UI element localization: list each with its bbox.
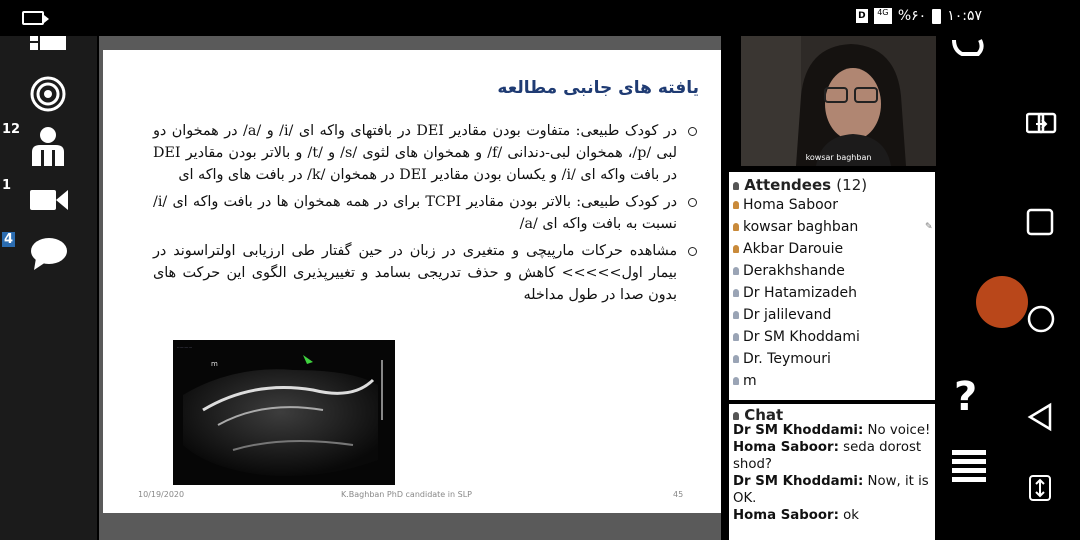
host-icon — [733, 201, 739, 209]
network-type: 4G — [877, 8, 889, 17]
attendee-name: Dr SM Khoddami — [743, 329, 860, 345]
slide-date: 10/19/2020 — [138, 490, 185, 499]
attendee-item[interactable] — [733, 282, 935, 304]
speaker-video[interactable] — [741, 36, 936, 166]
android-nav-bar — [1002, 36, 1080, 540]
svg-text:?: ? — [954, 374, 978, 418]
chat-messages — [733, 423, 931, 524]
menu-icon[interactable] — [952, 448, 986, 484]
attendee-item[interactable] — [733, 370, 935, 392]
attendee-item[interactable] — [733, 348, 935, 370]
chat-bubble-icon — [30, 236, 68, 272]
video-count-badge: 1 — [2, 178, 12, 193]
broadcast-button[interactable] — [0, 72, 97, 122]
chat-message — [733, 507, 931, 524]
broadcast-icon — [30, 76, 66, 112]
attendee-name: Derakhshande — [743, 263, 845, 279]
participant-icon — [733, 311, 739, 319]
attendee-item[interactable] — [733, 260, 935, 282]
back-icon[interactable] — [1026, 402, 1054, 432]
svg-text:............: ............ — [177, 344, 193, 349]
participant-icon — [733, 267, 739, 275]
chat-panel — [729, 404, 935, 540]
sim-icon: D — [856, 9, 868, 23]
camera-icon — [30, 186, 68, 214]
chat-text: Now, it is OK. — [733, 474, 929, 506]
presenter-icon — [733, 223, 739, 231]
attendees-panel — [729, 172, 935, 400]
mic-icon: ✎ — [925, 222, 933, 232]
attendee-name: Dr. Teymouri — [743, 351, 831, 367]
scroll-toggle-icon[interactable] — [1028, 474, 1052, 502]
attendees-count: (12) — [836, 176, 868, 194]
record-indicator — [976, 276, 1028, 328]
attendee-name: m — [743, 373, 757, 389]
clock: ۱۰:۵۷ — [947, 8, 982, 24]
attendees-header — [729, 172, 935, 194]
attendee-name: kowsar baghban — [743, 219, 859, 235]
ultrasound-label: m — [211, 360, 218, 368]
attendee-name: Dr jalilevand — [743, 307, 832, 323]
attendee-item[interactable] — [733, 304, 935, 326]
participant-icon — [733, 377, 739, 385]
speaker-avatar — [741, 36, 936, 166]
chat-title: Chat — [744, 406, 784, 424]
chat-sender: Homa Saboor: — [733, 508, 839, 523]
home-icon[interactable] — [1026, 304, 1056, 334]
notification-icon — [22, 11, 44, 25]
participant-icon — [733, 333, 739, 341]
person-icon — [30, 126, 66, 166]
help-icon[interactable] — [952, 374, 982, 418]
attendees-title: Attendees — [744, 176, 832, 194]
bullet-item: مشاهده حرکات مارپیچی و متغیری در زبان در حین گفتار طی ارزیابی اولتراسوند در بیمار اول>>>>> کاهش و حذف تدریجی بسامد و تغییرپذیری الگوی این حرکت های بدون صدا در طول مداخله — [153, 240, 699, 306]
ultrasound-image — [173, 340, 395, 485]
speaker-name: kowsar baghban — [805, 153, 872, 162]
slide-page-number: 45 — [673, 490, 684, 499]
attendee-item[interactable] — [733, 238, 935, 260]
participant-icon — [733, 355, 739, 363]
status-indicators — [856, 8, 982, 24]
share-icon[interactable] — [1026, 110, 1058, 136]
video-button[interactable] — [0, 178, 97, 228]
chat-text: seda dorost shod? — [733, 440, 922, 472]
chat-count-badge: 4 — [4, 232, 14, 247]
slide — [103, 50, 721, 513]
layout-button[interactable] — [0, 36, 97, 58]
chat-header — [729, 404, 935, 424]
participants-count-badge: 12 — [2, 122, 21, 137]
recents-icon[interactable] — [1026, 208, 1054, 236]
left-toolbar — [0, 36, 97, 540]
chat-text: No voice! — [863, 423, 931, 438]
attendees-list — [729, 194, 935, 392]
participants-button[interactable] — [0, 122, 97, 172]
attendee-name: Dr Hatamizadeh — [743, 285, 857, 301]
chat-message — [733, 473, 931, 507]
chat-message — [733, 439, 931, 473]
battery-icon — [932, 9, 941, 24]
chat-text: ok — [838, 508, 859, 523]
chat-header-icon — [733, 412, 739, 420]
attendee-item[interactable] — [733, 194, 935, 216]
attendee-item[interactable] — [733, 326, 935, 348]
participant-icon — [733, 289, 739, 297]
status-bar — [0, 0, 1080, 36]
attendees-icon — [733, 182, 739, 190]
ultrasound-scan — [173, 340, 395, 485]
network-icon — [874, 8, 892, 24]
battery-level: %۶۰ — [897, 8, 927, 24]
chat-button[interactable] — [0, 232, 97, 282]
attendee-item[interactable] — [733, 216, 935, 238]
layout-icon — [30, 36, 66, 52]
attendee-name: Akbar Darouie — [743, 241, 844, 257]
chat-sender: Homa Saboor: — [733, 440, 839, 455]
bullet-item: در کودک طبیعی: متفاوت بودن مقادیر DEI در بافتهای واکه ای /i/ و /a/ در همخوان دو لبی /p/، همخوان لبی-دندانی /f/ و همخوان های لثوی /s/ و /t/ و بالاتر بودن مقادیر DEI در بافت واکه ای /i/ و یکسان بودن مقادیر DEI در همخوان /k/ در بافت های واکه ای — [153, 120, 699, 186]
chat-message — [733, 422, 931, 439]
slide-title: یافته های جانبی مطالعه — [497, 78, 699, 98]
attendee-name: Homa Saboor — [743, 197, 838, 213]
bullet-list — [153, 120, 699, 311]
raise-hand-icon[interactable] — [950, 36, 986, 58]
chat-sender: Dr SM Khoddami: — [733, 423, 864, 438]
presenter-icon — [733, 245, 739, 253]
chat-sender: Dr SM Khoddami: — [733, 474, 864, 489]
slide-author: K.Baghban PhD candidate in SLP — [341, 490, 472, 499]
bullet-item: در کودک طبیعی: بالاتر بودن مقادیر TCPI برای در همه همخوان ها در بافت واکه ای /i/ نسبت به بافت واکه ای /a/ — [153, 191, 699, 235]
